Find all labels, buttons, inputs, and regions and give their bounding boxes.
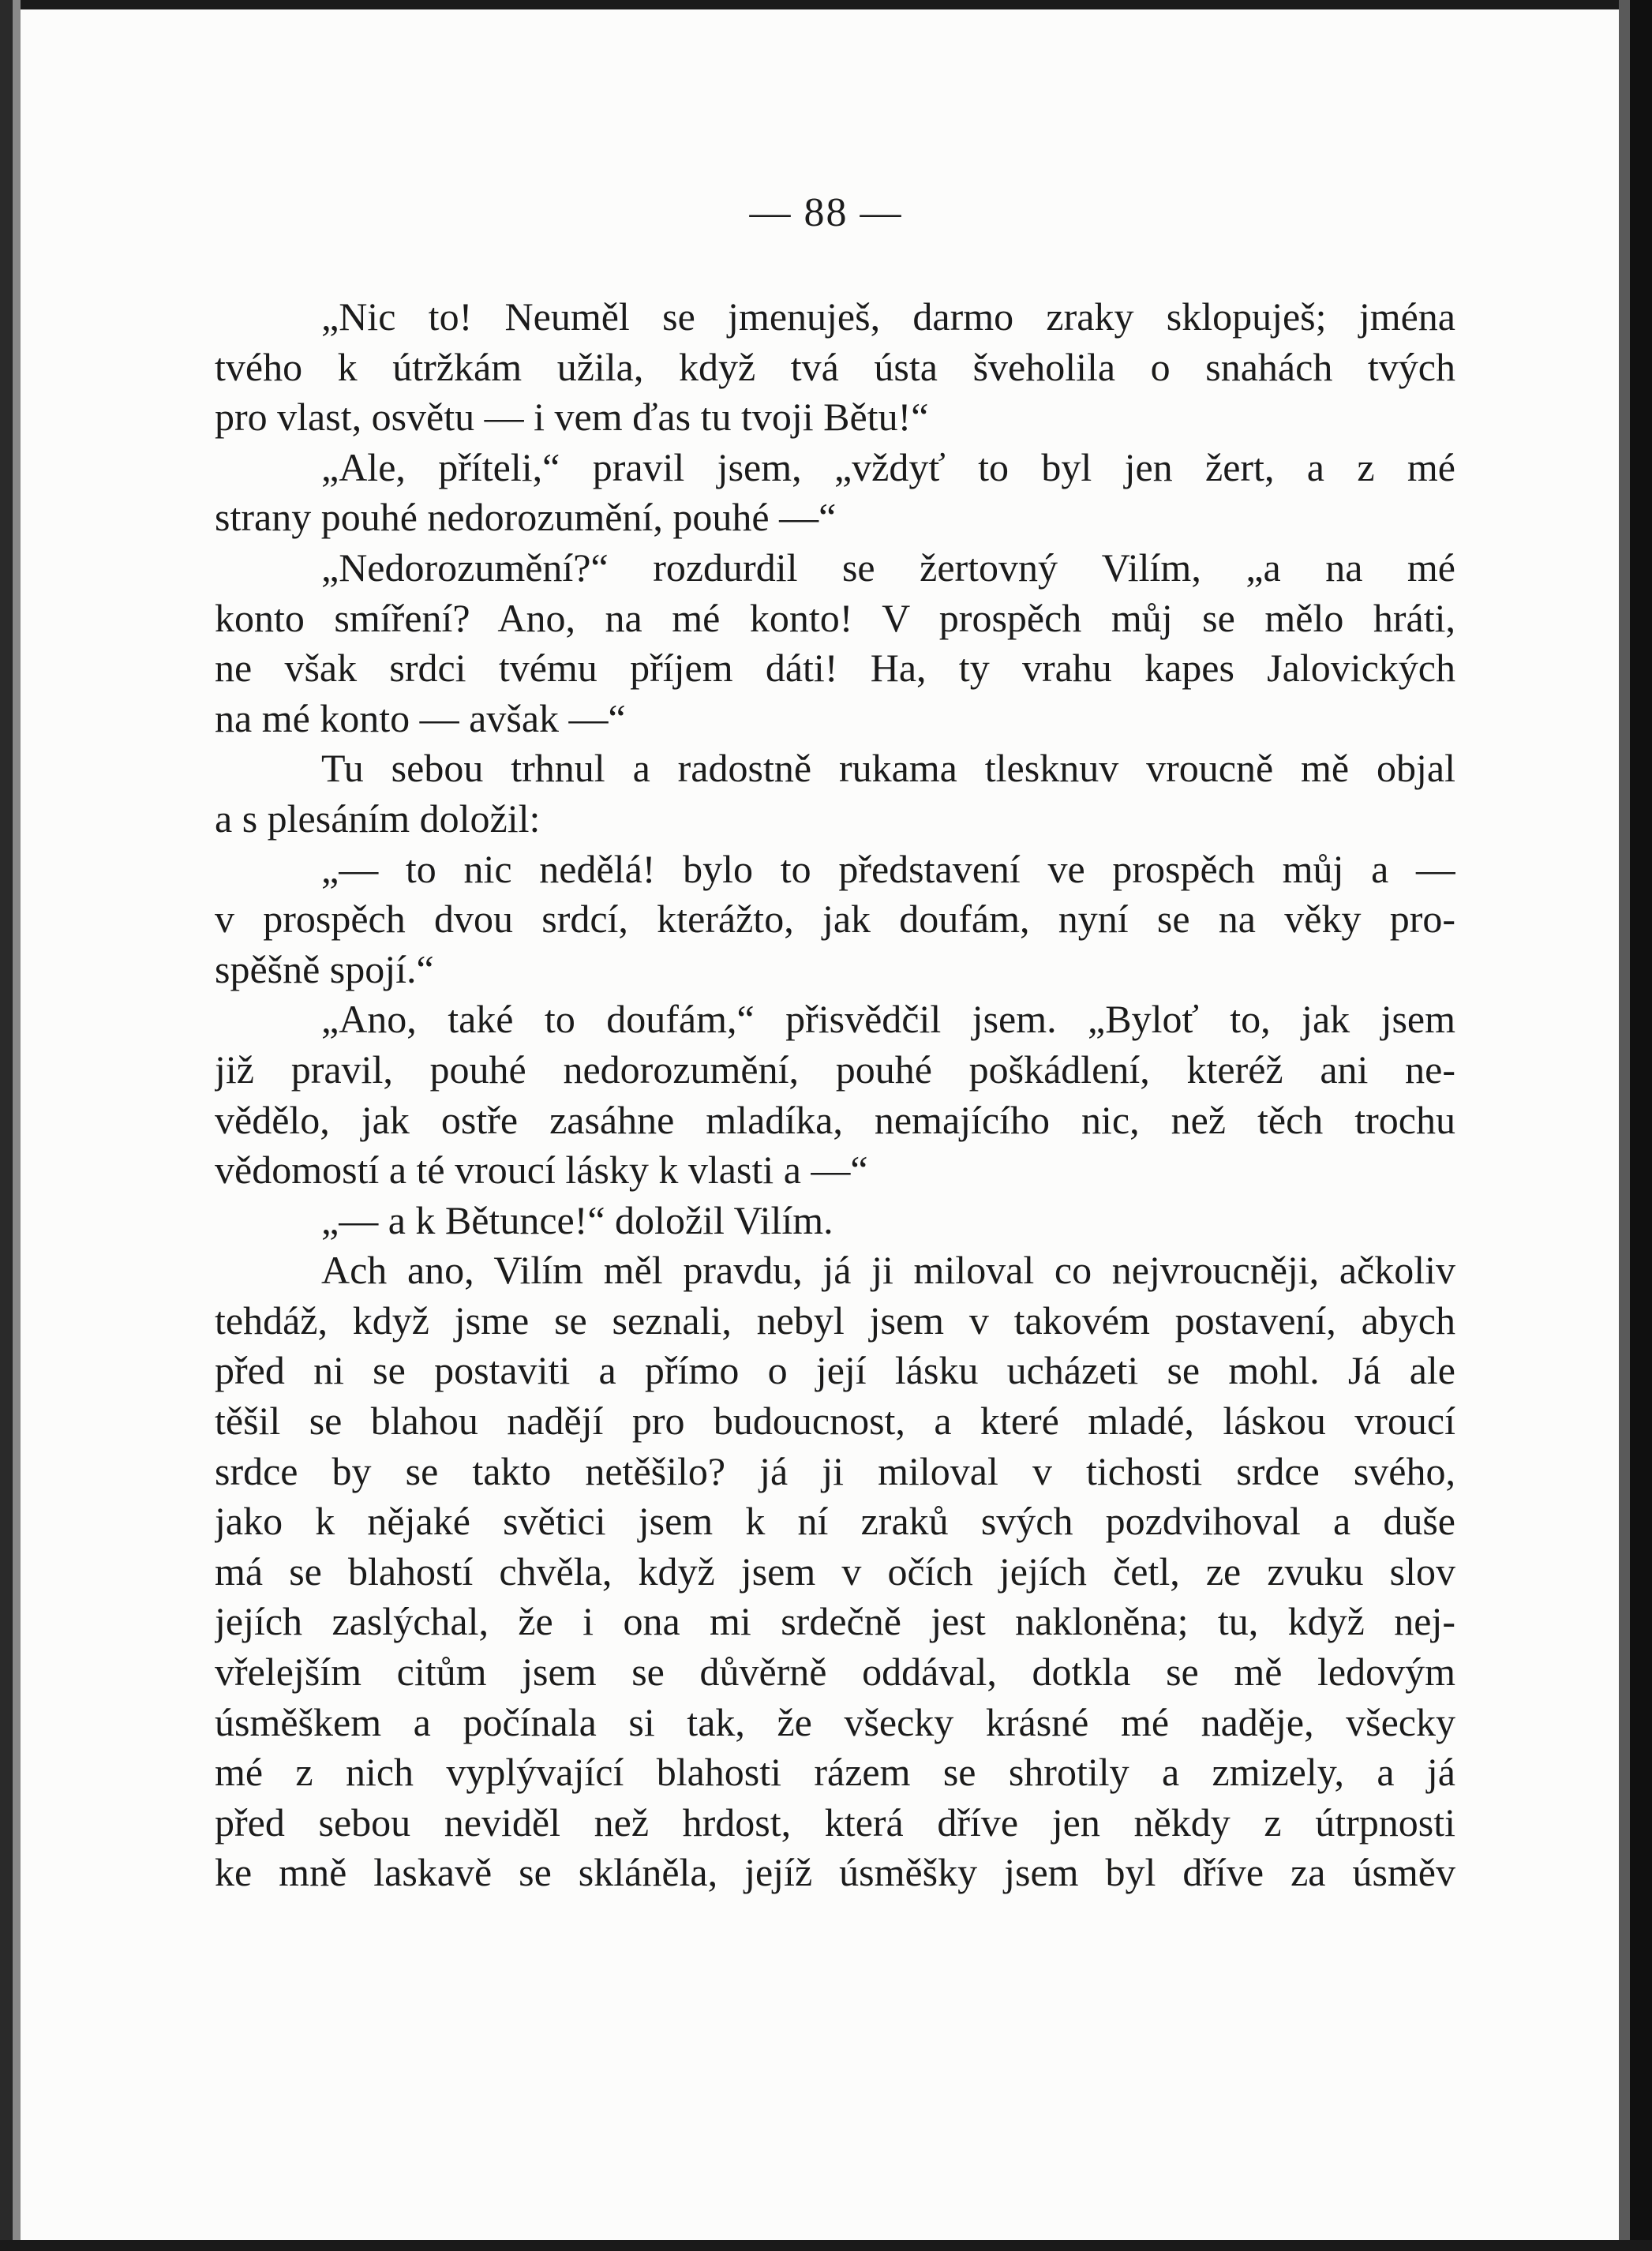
text-line: konto smíření? Ano, na mé konto! V prospěch můj se mělo hráti,: [215, 595, 1455, 640]
text-line: tvého k útržkám užila, když tvá ústa šveholila o snahách tvých: [215, 344, 1455, 389]
body-text: [215, 292, 1455, 1898]
text-line: ke mně laskavě se skláněla, jejíž úsměšky jsem byl dříve za úsměv: [215, 1850, 1455, 1895]
text-line: „Nic to! Neuměl se jmenuješ, darmo zraky sklopuješ; jména: [321, 294, 1455, 339]
text-line: „— a k Bětunce!“ doložil Vilím.: [321, 1197, 833, 1242]
text-line: před ni se postaviti a přímo o její lásku ucházeti se mohl. Já ale: [215, 1348, 1455, 1393]
text-line: před sebou neviděl než hrdost, která dříve jen někdy z útrpnosti: [215, 1800, 1455, 1845]
scan-border-left-shadow: [13, 0, 21, 2251]
text-line: těšil se blahou nadějí pro budoucnost, a které mladé, láskou vroucí: [215, 1399, 1455, 1444]
text-line: „Ano, také to doufám,“ přisvědčil jsem. „Byloť to, jak jsem: [321, 997, 1455, 1042]
text-line: na mé konto — avšak —“: [215, 695, 626, 740]
scan-border-right: [1630, 0, 1652, 2251]
text-line: má se blahostí chvěla, když jsem v očích jejích četl, ze zvuku slov: [215, 1549, 1455, 1594]
text-line: strany pouhé nedorozumění, pouhé —“: [215, 495, 837, 540]
text-line: již pravil, pouhé nedorozumění, pouhé poškádlení, kteréž ani ne-: [215, 1047, 1455, 1092]
text-line: mé z nich vyplývající blahosti rázem se shrotily a zmizely, a já: [215, 1750, 1455, 1795]
scan-border-bottom: [0, 2240, 1652, 2251]
text-line: jako k nějaké světici jsem k ní zraků svých pozdvihoval a duše: [215, 1499, 1455, 1544]
text-line: Tu sebou trhnul a radostně rukama tlesknuv vroucně mě objal: [321, 746, 1455, 791]
text-line: vřelejším citům jsem se důvěrně oddával, dotkla se mě ledovým: [215, 1650, 1455, 1695]
scan-border-left: [0, 0, 13, 2251]
text-line: tehdáž, když jsme se seznali, nebyl jsem v takovém postavení, abych: [215, 1298, 1455, 1343]
text-line: vědomostí a té vroucí lásky k vlasti a —“: [215, 1148, 868, 1193]
text-line: „Nedorozumění?“ rozdurdil se žertovný Vilím, „a na mé: [321, 545, 1455, 590]
text-line: úsměškem a počínala si tak, že všecky krásné mé naděje, všecky: [215, 1699, 1455, 1744]
text-line: a s plesáním doložil:: [215, 796, 541, 841]
text-line: v prospěch dvou srdcí, kterážto, jak doufám, nyní se na věky pro-: [215, 897, 1455, 942]
text-line: ne však srdci tvému příjem dáti! Ha, ty vrahu kapes Jalovických: [215, 646, 1455, 691]
scan-border-right-shadow: [1619, 0, 1630, 2251]
text-line: „Ale, příteli,“ pravil jsem, „vždyť to byl jen žert, a z mé: [321, 444, 1455, 489]
text-line: „— to nic nedělá! bylo to představení ve prospěch můj a —: [321, 846, 1455, 891]
text-line: vědělo, jak ostře zasáhne mladíka, nemajícího nic, než těch trochu: [215, 1097, 1455, 1142]
scan-border-top: [0, 0, 1652, 9]
text-line: srdce by se takto netěšilo? já ji miloval v tichosti srdce svého,: [215, 1448, 1455, 1493]
text-line: pro vlast, osvětu — i vem ďas tu tvoji Bětu!“: [215, 395, 929, 440]
text-line: jejích zaslýchal, že i ona mi srdečně jest nakloněna; tu, když nej-: [215, 1599, 1455, 1644]
page-number: — 88 —: [749, 190, 903, 235]
text-line: spěšně spojí.“: [215, 946, 434, 991]
text-line: Ach ano, Vilím měl pravdu, já ji miloval co nejvroucněji, ačkoliv: [321, 1248, 1455, 1293]
